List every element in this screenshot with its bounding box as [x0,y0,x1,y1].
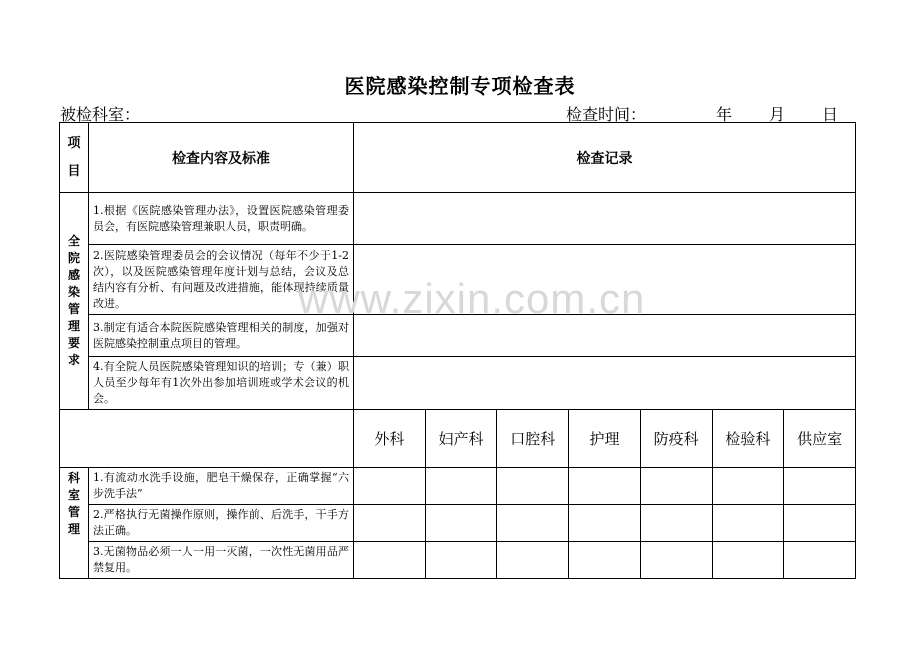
record-cell[interactable] [497,505,569,542]
column-header-item [60,123,89,193]
dept-surgery: 外科 [354,410,426,468]
record-cell[interactable] [712,505,784,542]
column-header-item-char: 目 [67,163,81,179]
section-label-char: 求 [67,353,80,367]
criteria-cell: 3.制定有适合本院医院感染管理相关的制度，加强对医院感染控制重点项目的管理。 [89,315,354,357]
section-label-char: 科 [67,471,80,485]
table-row [60,193,856,245]
dept-nursing: 护理 [569,410,641,468]
record-cell[interactable] [569,505,641,542]
section-label-char: 理 [67,522,80,536]
section-label-char: 室 [67,488,80,502]
section-label-char: 管 [67,302,80,316]
section-label-char: 感 [67,268,80,282]
record-cell[interactable] [354,468,426,505]
record-cell[interactable] [354,505,426,542]
inspection-table [59,122,856,579]
section-label-char: 理 [67,319,80,333]
dept-laboratory: 检验科 [712,410,784,468]
section-label-department [60,468,89,579]
criteria-cell: 2.医院感染管理委员会的会议情况（每年不少于1-2次），以及医院感染管理年度计划与总结，会议及总结内容有分析、有问题及改进措施，能体现持续质量改进。 [89,245,354,315]
criteria-cell: 1.根据《医院感染管理办法》，设置医院感染管理委员会，有医院感染管理兼职人员，职责明确。 [89,193,354,245]
year-label: 年 [716,105,733,124]
table-header-row [60,123,856,193]
section-label-char: 染 [67,285,80,299]
table-row [60,468,856,505]
record-cell[interactable] [640,468,712,505]
blank-cell [60,410,354,468]
dept-supply: 供应室 [784,410,856,468]
record-cell[interactable] [569,542,641,579]
criteria-cell: 3.无菌物品必须一人一用一灭菌，一次性无菌用品严禁复用。 [89,542,354,579]
record-cell[interactable] [640,505,712,542]
record-cell[interactable] [354,357,856,410]
record-cell[interactable] [569,468,641,505]
section-label-char: 要 [67,336,80,350]
column-header-content: 检查内容及标准 [89,123,354,193]
criteria-cell: 4.有全院人员医院感染管理知识的培训；专（兼）职人员至少每年有1次外出参加培训班或学术会议的机会。 [89,357,354,410]
record-cell[interactable] [425,505,497,542]
record-cell[interactable] [784,505,856,542]
record-cell[interactable] [784,468,856,505]
criteria-cell: 1.有流动水洗手设施，肥皂干燥保存，正确掌握“六步洗手法” [89,468,354,505]
dept-dental: 口腔科 [497,410,569,468]
record-cell[interactable] [497,542,569,579]
criteria-cell: 2.严格执行无菌操作原则，操作前、后洗手，干手方法正确。 [89,505,354,542]
record-cell[interactable] [497,468,569,505]
inspection-time-label: 检查时间： [566,105,647,124]
table-row [60,505,856,542]
record-cell[interactable] [425,468,497,505]
record-cell[interactable] [354,193,856,245]
month-label: 月 [769,105,786,124]
table-row [60,542,856,579]
page-title: 医院感染控制专项检查表 [344,74,576,98]
dept-epidemic-prevention: 防疫科 [640,410,712,468]
dept-obstetrics: 妇产科 [425,410,497,468]
watermark: www.zixin.com.cn [298,275,646,322]
section-label-char: 管 [67,505,80,519]
section-label-char: 院 [67,251,80,265]
column-header-record: 检查记录 [354,123,856,193]
record-cell[interactable] [712,468,784,505]
section-label-hospital-wide [60,193,89,410]
record-cell[interactable] [354,542,426,579]
record-cell[interactable] [640,542,712,579]
column-header-item-char: 项 [67,135,81,151]
record-cell[interactable] [784,542,856,579]
day-label: 日 [822,105,839,124]
record-cell[interactable] [712,542,784,579]
section-label-char: 全 [67,234,80,248]
department-header-row [60,410,856,468]
record-cell[interactable] [425,542,497,579]
inspected-department-label: 被检科室： [60,105,141,124]
table-row [60,357,856,410]
